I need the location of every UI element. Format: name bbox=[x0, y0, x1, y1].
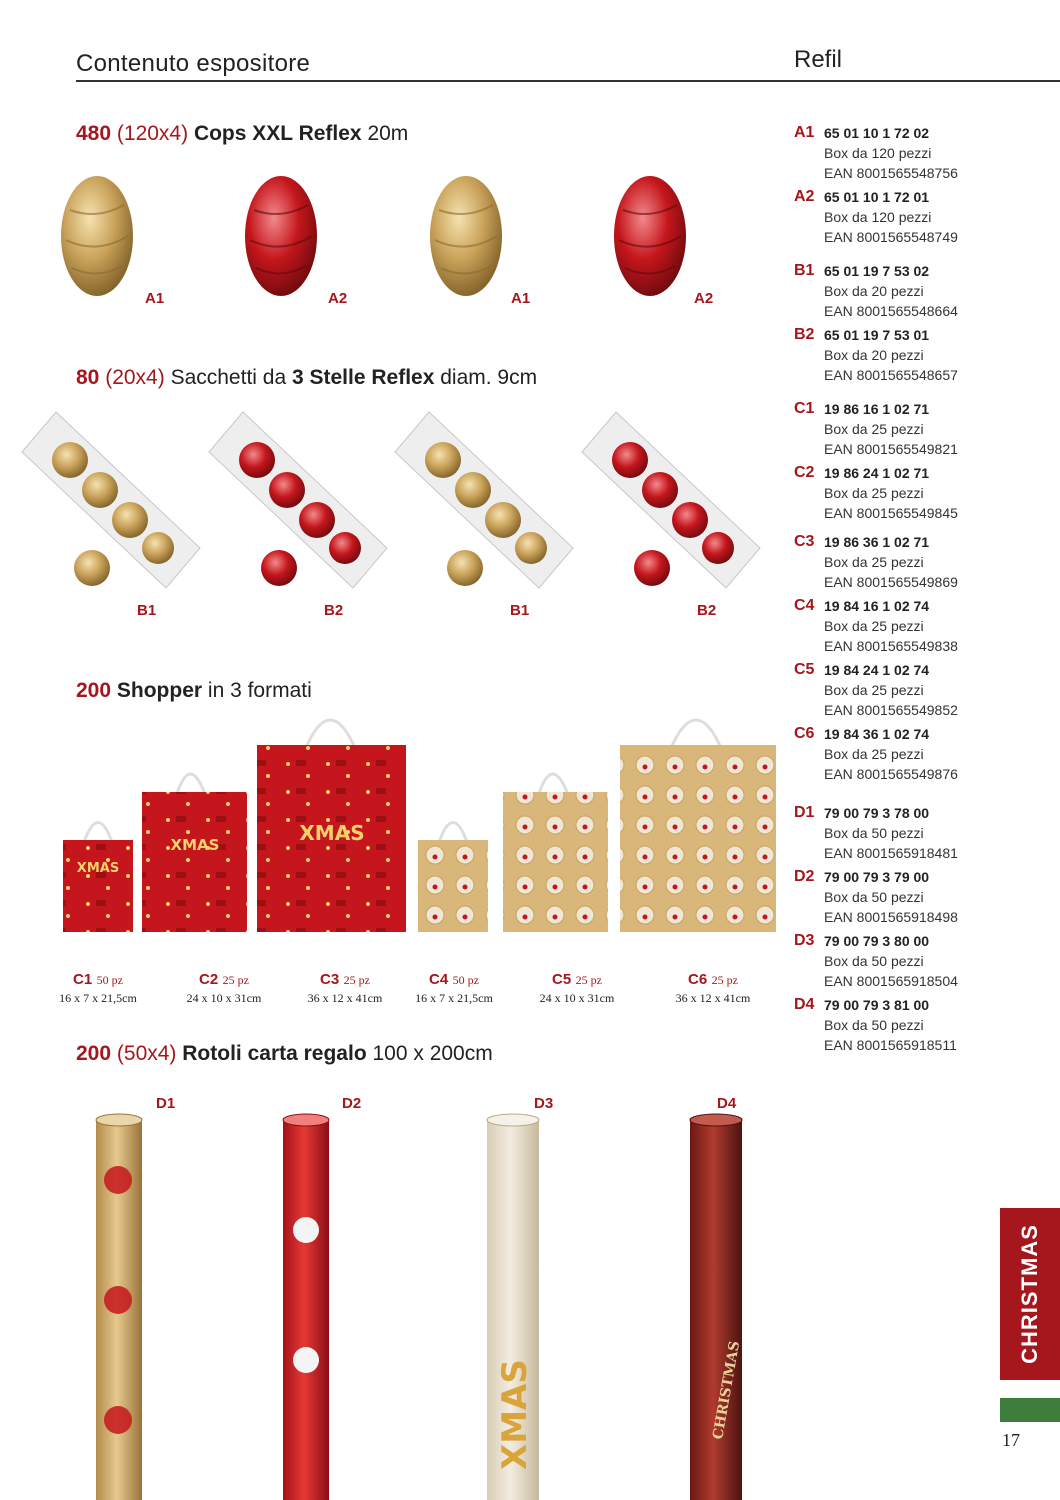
cops-label-4: A2 bbox=[694, 290, 714, 307]
page-number: 17 bbox=[1002, 1430, 1020, 1450]
cops-label-2: A2 bbox=[328, 290, 348, 307]
shopper-bag-c1 bbox=[63, 823, 133, 933]
shopper-caption-c4: C4 50 pz 16 x 7 x 21,5cm bbox=[415, 971, 493, 1005]
cops-label-1: A1 bbox=[145, 290, 165, 307]
shopper-caption-c6: C6 25 pz 36 x 12 x 41cm bbox=[675, 971, 751, 1005]
refil-heading: Refil bbox=[794, 46, 843, 73]
shopper-bag-c6 bbox=[620, 720, 776, 932]
shopper-bag-c5 bbox=[503, 774, 608, 932]
shopper-bag-c2 bbox=[142, 774, 247, 932]
shopper-bag-c4 bbox=[418, 823, 488, 933]
roll-d2-red bbox=[283, 1114, 329, 1500]
stelle-label-3: B1 bbox=[510, 602, 530, 619]
shopper-caption-c3: C3 25 pz 36 x 12 x 41cm bbox=[307, 971, 383, 1005]
shopper-print-c2: XMAS bbox=[170, 836, 220, 854]
section-title-shopper: 200 Shopper in 3 formati bbox=[76, 679, 312, 702]
roll-label-4: D4 bbox=[717, 1095, 737, 1112]
stelle-bag-b2-red-2 bbox=[582, 412, 760, 588]
stelle-label-1: B1 bbox=[137, 602, 157, 619]
cops-spool-a1-gold bbox=[61, 176, 133, 296]
roll-d1-gold bbox=[96, 1114, 142, 1500]
roll-label-2: D2 bbox=[342, 1095, 362, 1112]
stelle-bag-b1-gold-2 bbox=[395, 412, 573, 588]
stelle-label-4: B2 bbox=[697, 602, 717, 619]
shopper-print-c1: XMAS bbox=[76, 861, 120, 876]
roll-d4-dark-red bbox=[690, 1114, 743, 1500]
shopper-bag-c3 bbox=[257, 720, 406, 932]
section-title-cops: 480 (120x4) Cops XXL Reflex 20m bbox=[76, 122, 409, 145]
stelle-label-2: B2 bbox=[324, 602, 344, 619]
cops-spool-a2-red-2 bbox=[614, 176, 686, 296]
shopper-caption-c5: C5 25 pz 24 x 10 x 31cm bbox=[539, 971, 615, 1005]
green-tab-bar bbox=[1000, 1398, 1060, 1422]
cops-label-3: A1 bbox=[511, 290, 531, 307]
stelle-bag-b2-red bbox=[209, 412, 387, 588]
cops-spool-a1-gold-2 bbox=[430, 176, 502, 296]
christmas-side-tab: CHRISTMAS bbox=[1000, 1208, 1060, 1380]
roll-d4-print: CHRISTMAS bbox=[710, 1339, 744, 1441]
cops-spool-a2-red bbox=[245, 176, 317, 296]
section-title-stelle: 80 (20x4) Sacchetti da 3 Stelle Reflex diam. 9cm bbox=[76, 366, 538, 389]
roll-label-1: D1 bbox=[156, 1095, 176, 1112]
section-title-rotoli: 200 (50x4) Rotoli carta regalo 100 x 200cm bbox=[76, 1042, 493, 1065]
page-heading: Contenuto espositore bbox=[76, 50, 311, 77]
shopper-caption-c1: C1 50 pz 16 x 7 x 21,5cm bbox=[59, 971, 137, 1005]
roll-label-3: D3 bbox=[534, 1095, 554, 1112]
shopper-caption-c2: C2 25 pz 24 x 10 x 31cm bbox=[186, 971, 262, 1005]
stelle-bag-b1-gold bbox=[22, 412, 200, 588]
shopper-print-c3: XMAS bbox=[299, 821, 365, 845]
roll-d3-cream bbox=[487, 1114, 539, 1500]
roll-d3-print: XMAS bbox=[495, 1359, 535, 1470]
